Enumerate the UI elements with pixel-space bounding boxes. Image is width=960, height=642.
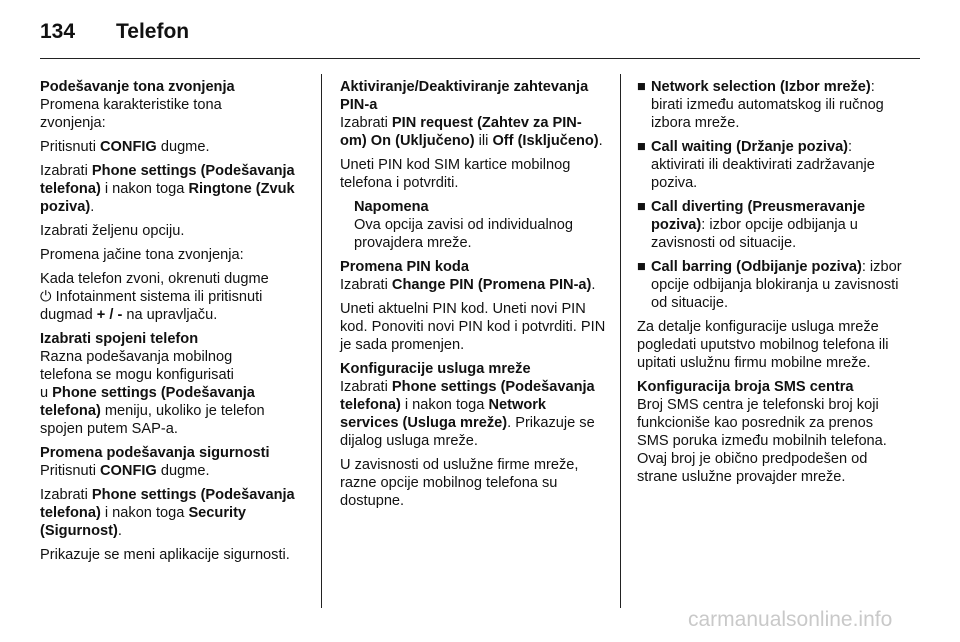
note-text: Ova opcija zavisi od individualnog provajdera mreže. bbox=[354, 217, 574, 251]
column-2 bbox=[340, 78, 606, 516]
section-heading: Konfiguracije usluga mreže bbox=[340, 361, 531, 377]
page-number: 134 bbox=[40, 20, 76, 43]
paragraph: Kada telefon zvoni, okrenuti dugme ⏻ Infotainment sistema ili pritisnuti dugmad + / - na upravljaču. bbox=[40, 271, 269, 323]
paragraph: Uneti aktuelni PIN kod. Uneti novi PIN kod. Ponoviti novi PIN kod i potvrditi. PIN je sada promenjen. bbox=[340, 301, 606, 353]
bullet-icon: ■ bbox=[637, 199, 646, 215]
bullet-icon: ■ bbox=[637, 79, 646, 95]
section-heading: Izabrati spojeni telefon bbox=[40, 331, 199, 347]
header-rule bbox=[40, 58, 920, 59]
paragraph: Izabrati željenu opciju. bbox=[40, 223, 185, 239]
paragraph: Uneti PIN kod SIM kartice mobilnog telefona i potvrditi. bbox=[340, 157, 571, 191]
section-heading: Promena PIN koda bbox=[340, 259, 469, 275]
paragraph: Razna podešavanja mobilnog telefona se mogu konfigurisati u Phone settings (Podešavanja telefona) meniju, ukoliko je telefon spojen putem SAP-a. bbox=[40, 349, 265, 437]
column-divider-2 bbox=[620, 74, 621, 608]
column-1 bbox=[40, 78, 306, 570]
column-divider-1 bbox=[321, 74, 322, 608]
watermark: carmanualsonline.info bbox=[688, 608, 893, 631]
column-3 bbox=[637, 78, 907, 492]
paragraph: Izabrati Phone settings (Podešavanja telefona) i nakon toga Network services (Usluga mreže). Prikazuje se dijalog usluga mreže. bbox=[340, 379, 595, 449]
section-heading: Podešavanje tona zvonjenja bbox=[40, 79, 235, 95]
paragraph: Prikazuje se meni aplikacije sigurnosti. bbox=[40, 547, 290, 563]
section-heading: Konfiguracija broja SMS centra bbox=[637, 379, 854, 395]
list-item: ■ Call diverting (Preusmeravanje poziva): izbor opcije odbijanja u zavisnosti od situacije. bbox=[637, 199, 866, 251]
list-item: ■ Call barring (Odbijanje poziva): izbor opcije odbijanja blokiranja u zavisnosti od situacije. bbox=[637, 259, 902, 311]
paragraph: U zavisnosti od uslužne firme mreže, razne opcije mobilnog telefona su dostupne. bbox=[340, 457, 579, 509]
bullet-icon: ■ bbox=[637, 259, 646, 275]
paragraph: Pritisnuti CONFIG dugme. bbox=[40, 463, 210, 479]
note-box bbox=[354, 198, 606, 252]
paragraph: Pritisnuti CONFIG dugme. bbox=[40, 139, 210, 155]
paragraph: Promena jačine tona zvonjenja: bbox=[40, 247, 244, 263]
page-title: Telefon bbox=[116, 20, 190, 43]
paragraph: Izabrati Change PIN (Promena PIN-a). bbox=[340, 277, 596, 293]
paragraph: Izabrati Phone settings (Podešavanja telefona) i nakon toga Security (Sigurnost). bbox=[40, 487, 295, 539]
paragraph: Za detalje konfiguracije usluga mreže pogledati uputstvo mobilnog telefona ili upitati uslužnu firmu mobilne mreže. bbox=[637, 319, 889, 371]
bullet-icon: ■ bbox=[637, 139, 646, 155]
list-item: ■ Call waiting (Držanje poziva): aktivirati ili deaktivirati zadržavanje poziva. bbox=[637, 139, 875, 191]
section-heading: Promena podešavanja sigurnosti bbox=[40, 445, 270, 461]
list-item: ■ Network selection (Izbor mreže): birati između automatskog ili ručnog izbora mreže. bbox=[637, 79, 884, 131]
paragraph: Promena karakteristike tona zvonjenja: bbox=[40, 97, 222, 131]
page-header bbox=[40, 14, 920, 60]
paragraph: Izabrati PIN request (Zahtev za PIN-om) On (Uključeno) ili Off (Isključeno). bbox=[340, 115, 603, 149]
paragraph: Izabrati Phone settings (Podešavanja telefona) i nakon toga Ringtone (Zvuk poziva). bbox=[40, 163, 295, 215]
section-heading: Aktiviranje/Deaktiviranje zahtevanja PIN-a bbox=[340, 79, 589, 113]
paragraph: Broj SMS centra je telefonski broj koji funkcioniše kao posrednik za prenos SMS poruka između mobilnih telefona. Ovaj broj je obično predpodešen od strane uslužne provajder mreže. bbox=[637, 397, 887, 485]
note-heading: Napomena bbox=[354, 199, 429, 215]
